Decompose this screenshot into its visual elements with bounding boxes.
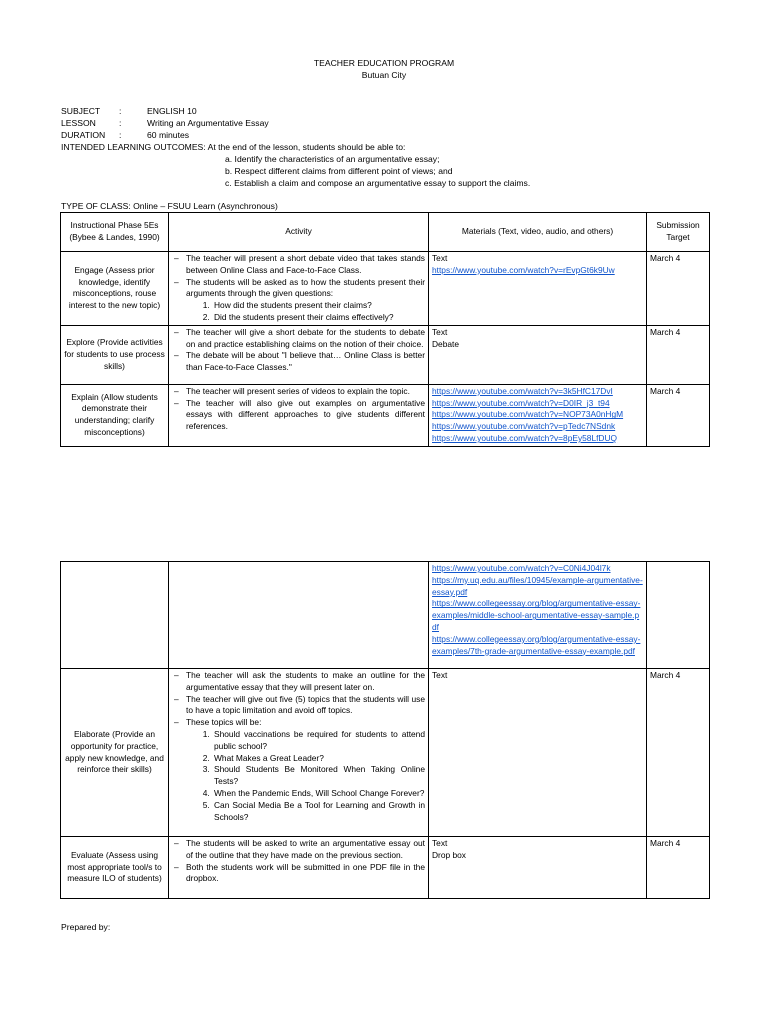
- objective-c: c. Establish a claim and compose an argumentative essay to support the claims.: [225, 178, 531, 188]
- target-evaluate: March 4: [647, 837, 710, 899]
- activity-engage: [169, 252, 429, 326]
- header-phase: Instructional Phase 5Es (Bybee & Landes, 1990): [61, 213, 169, 252]
- pdf-link[interactable]: https://www.collegeessay.org/blog/argumentative-essay-examples/middle-school-argumentative-essay-sample.pdf: [432, 598, 641, 632]
- activity-item: – The teacher will present series of videos to explain the topic.: [172, 386, 425, 398]
- activity-item-text: The students will be asked as to how the students present their arguments through the given questions:: [186, 276, 425, 299]
- target-explain: March 4: [647, 384, 710, 446]
- video-link[interactable]: https://www.youtube.com/watch?v=C0Ni4J04l7k: [432, 563, 611, 573]
- lesson-plan-table-page2: [60, 561, 710, 899]
- video-link[interactable]: https://www.youtube.com/watch?v=3k5HfC17DvI: [432, 385, 613, 396]
- table-row-explain-continued: [61, 562, 710, 669]
- materials-explain: [429, 384, 647, 446]
- target-empty: [647, 562, 710, 669]
- topic-item: 1. Should vaccinations be required for students to attend public school?: [212, 729, 425, 753]
- video-link[interactable]: https://www.youtube.com/watch?v=8pEy58LfDUQ: [432, 432, 618, 443]
- duration-value: 60 minutes: [147, 130, 190, 140]
- question-item: 1. How did the students present their claims?: [212, 300, 425, 312]
- material-debate: Debate: [432, 338, 460, 349]
- phase-empty: [61, 562, 169, 669]
- table-row-elaborate: [61, 669, 710, 837]
- video-link[interactable]: https://www.youtube.com/watch?v=D0IR_j3_t94: [432, 397, 610, 408]
- topic-item: 3. Should Students Be Monitored When Taking Online Tests?: [212, 764, 425, 788]
- video-link[interactable]: https://www.youtube.com/watch?v=NOP73A0nHgM: [432, 409, 624, 420]
- topic-item: 4. When the Pandemic Ends, Will School Change Forever?: [212, 788, 425, 800]
- table-row-explain: [61, 384, 710, 446]
- lesson-label: LESSON: [61, 118, 96, 128]
- class-type: TYPE OF CLASS: Online – FSUU Learn (Asynchronous): [61, 201, 278, 211]
- material-dropbox: Drop box: [432, 849, 466, 860]
- header-materials: Materials (Text, video, audio, and others): [429, 213, 647, 252]
- material-text: Text: [432, 253, 448, 263]
- phase-evaluate: Evaluate (Assess using most appropriate tool/s to measure ILO of students): [61, 837, 169, 899]
- material-text: Text: [432, 670, 448, 680]
- materials-evaluate: [429, 837, 647, 899]
- materials-engage: [429, 252, 647, 326]
- target-elaborate: March 4: [647, 669, 710, 837]
- phase-explain: Explain (Allow students demonstrate their understanding; clarify misconceptions): [61, 384, 169, 446]
- phase-elaborate: Elaborate (Provide an opportunity for practice, apply new knowledge, and reinforce their skills): [61, 669, 169, 837]
- duration-label: DURATION: [61, 130, 106, 140]
- activity-item-text: These topics will be:: [186, 717, 262, 728]
- subject-colon: :: [119, 106, 122, 116]
- duration-colon: :: [119, 130, 122, 140]
- header-target: Submission Target: [647, 213, 710, 252]
- activity-item: – The debate will be about "I believe that… Online Class is better than Face-to-Face Classes.": [172, 350, 425, 374]
- materials-explore: [429, 325, 647, 384]
- material-text: Text: [432, 326, 448, 337]
- activity-explore: [169, 325, 429, 384]
- phase-engage: Engage (Assess prior knowledge, identify misconceptions, rouse interest to the new topic): [61, 252, 169, 326]
- subject-value: ENGLISH 10: [147, 106, 197, 116]
- document-title: TEACHER EDUCATION PROGRAM: [313, 58, 455, 68]
- activity-elaborate: [169, 669, 429, 837]
- topic-item: 2. What Makes a Great Leader?: [212, 753, 425, 765]
- prepared-by: Prepared by:: [61, 922, 111, 932]
- subject-label: SUBJECT: [61, 106, 101, 116]
- target-explore: March 4: [647, 325, 710, 384]
- pdf-link[interactable]: https://my.uq.edu.au/files/10945/example-argumentative-essay.pdf: [432, 574, 643, 597]
- table-header-row: [61, 213, 710, 252]
- pdf-link[interactable]: https://www.collegeessay.org/blog/argumentative-essay-examples/7th-grade-argumentative-essay-example.pdf: [432, 633, 641, 656]
- learning-outcomes-intro: INTENDED LEARNING OUTCOMES: At the end of the lesson, students should be able to:: [61, 142, 406, 152]
- lesson-value: Writing an Argumentative Essay: [147, 118, 269, 128]
- activity-item: [172, 277, 425, 324]
- activity-item: – Both the students work will be submitted in one PDF file in the dropbox.: [172, 862, 425, 886]
- activity-item: – The teacher will ask the students to make an outline for the argumentative essay that they will present later on.: [172, 670, 425, 694]
- video-link[interactable]: https://www.youtube.com/watch?v=pTedc7NSdnk: [432, 421, 616, 432]
- lesson-colon: :: [119, 118, 122, 128]
- materials-explain-continued: [429, 562, 647, 669]
- table-row-engage: [61, 252, 710, 326]
- topic-item: 5. Can Social Media Be a Tool for Learning and Growth in Schools?: [212, 800, 425, 824]
- materials-elaborate: [429, 669, 647, 837]
- table-row-explore: [61, 325, 710, 384]
- lesson-plan-table-page1: [60, 212, 710, 447]
- table-row-evaluate: [61, 837, 710, 899]
- activity-empty: [169, 562, 429, 669]
- activity-item: – The teacher will also give out examples on argumentative essays with different approaches to give students different references.: [172, 398, 425, 433]
- activity-item: – The teacher will present a short debate video that takes stands between Online Class and Face-to-Face Class.: [172, 253, 425, 277]
- objective-b: b. Respect different claims from different point of views; and: [225, 166, 453, 176]
- document-city: Butuan City: [361, 70, 407, 80]
- header-activity: Activity: [169, 213, 429, 252]
- activity-evaluate: [169, 837, 429, 899]
- activity-explain: [169, 384, 429, 446]
- activity-item: – The students will be asked to write an argumentative essay out of the outline that they have made on the previous section.: [172, 838, 425, 862]
- activity-item: [172, 717, 425, 823]
- activity-item: – The teacher will give a short debate for the students to debate on and practice establishing claims on the notion of their choice.: [172, 327, 425, 351]
- phase-explore: Explore (Provide activities for students to use process skills): [61, 325, 169, 384]
- question-item: 2. Did the students present their claims effectively?: [212, 312, 425, 324]
- video-link[interactable]: https://www.youtube.com/watch?v=rEvpGt6k9Uw: [432, 264, 615, 275]
- material-text: Text: [432, 838, 448, 848]
- activity-item: – The teacher will give out five (5) topics that the students will use to have a topic limitation and avoid off topics.: [172, 694, 425, 718]
- objective-a: a. Identify the characteristics of an argumentative essay;: [225, 154, 440, 164]
- target-engage: March 4: [647, 252, 710, 326]
